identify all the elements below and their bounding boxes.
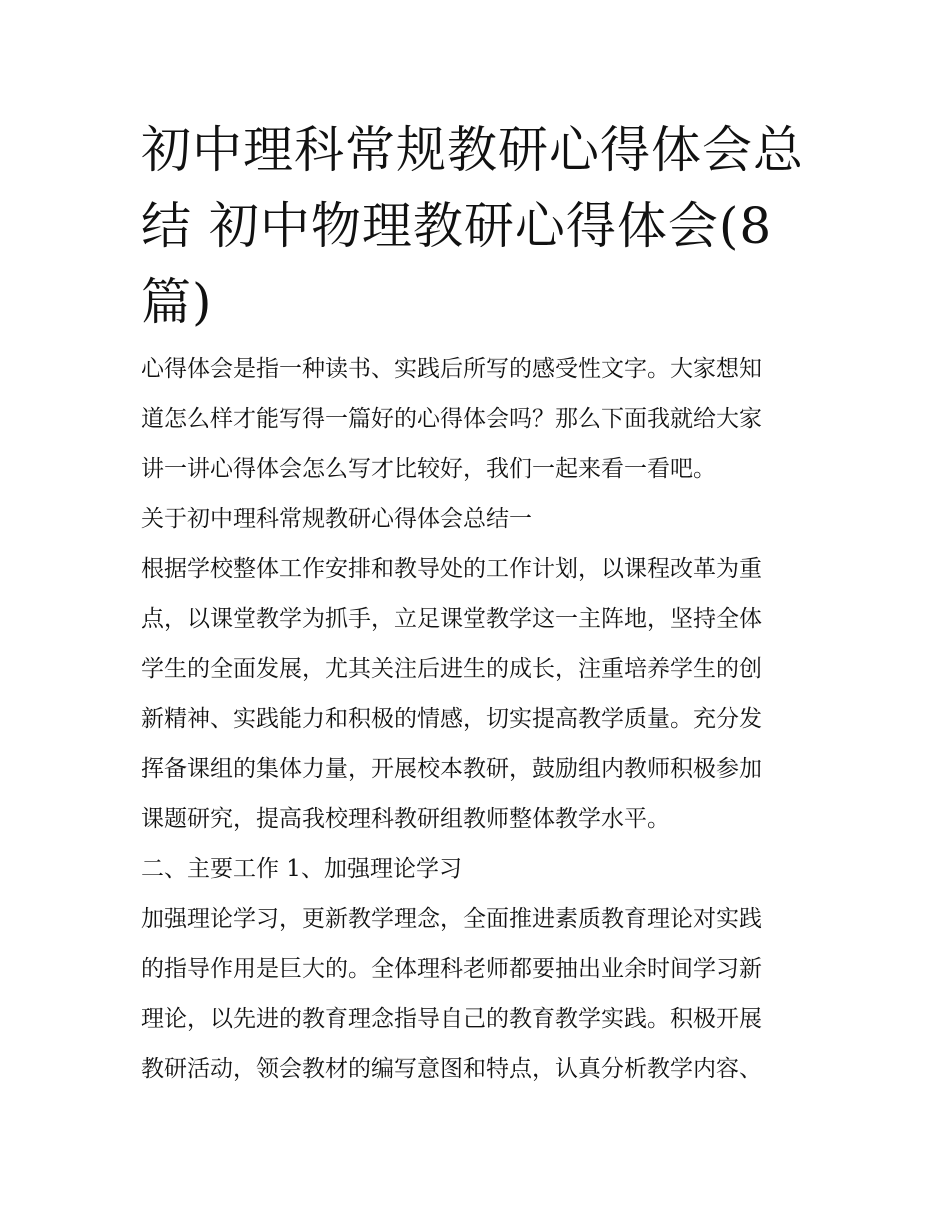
text-line: 点，以课堂教学为抓手，立足课堂教学这一主阵地，坚持全体 (141, 606, 762, 632)
text-line: 教研活动，领会教材的编写意图和特点，认真分析教学内容、 (141, 1056, 762, 1082)
text-line: 理论，以先进的教育理念指导自己的教育教学实践。积极开展 (141, 1006, 762, 1032)
text-line: 挥备课组的集体力量，开展校本教研，鼓励组内教师积极参加 (141, 756, 762, 782)
title-line: 结 初中物理教研心得体会(8 (141, 197, 773, 255)
text-line: 根据学校整体工作安排和教导处的工作计划，以课程改革为重 (141, 556, 762, 582)
text-line: 二、主要工作 1、加强理论学习 (141, 856, 462, 882)
text-line: 讲一讲心得体会怎么写才比较好，我们一起来看一看吧。 (141, 456, 716, 482)
document-title (141, 112, 813, 340)
section-heading (141, 494, 813, 544)
text-line: 关于初中理科常规教研心得体会总结一 (141, 506, 532, 532)
text-line: 新精神、实践能力和积极的情感，切实提高教学质量。充分发 (141, 706, 762, 732)
text-line: 道怎么样才能写得一篇好的心得体会吗？那么下面我就给大家 (141, 406, 762, 432)
text-line: 加强理论学习，更新教学理念，全面推进素质教育理论对实践 (141, 906, 762, 932)
document-content (141, 112, 813, 1094)
text-line: 心得体会是指一种读书、实践后所写的感受性文字。大家想知 (141, 356, 762, 382)
intro-paragraph (141, 344, 813, 494)
text-line: 课题研究，提高我校理科教研组教师整体教学水平。 (141, 806, 670, 832)
text-line: 学生的全面发展，尤其关注后进生的成长，注重培养学生的创 (141, 656, 762, 682)
title-line: 篇) (141, 273, 213, 331)
subheading (141, 844, 813, 894)
body-paragraph-1 (141, 544, 813, 844)
body-paragraph-2 (141, 894, 813, 1094)
text-line: 的指导作用是巨大的。全体理科老师都要抽出业余时间学习新 (141, 956, 762, 982)
title-line: 初中理科常规教研心得体会总 (141, 121, 804, 179)
